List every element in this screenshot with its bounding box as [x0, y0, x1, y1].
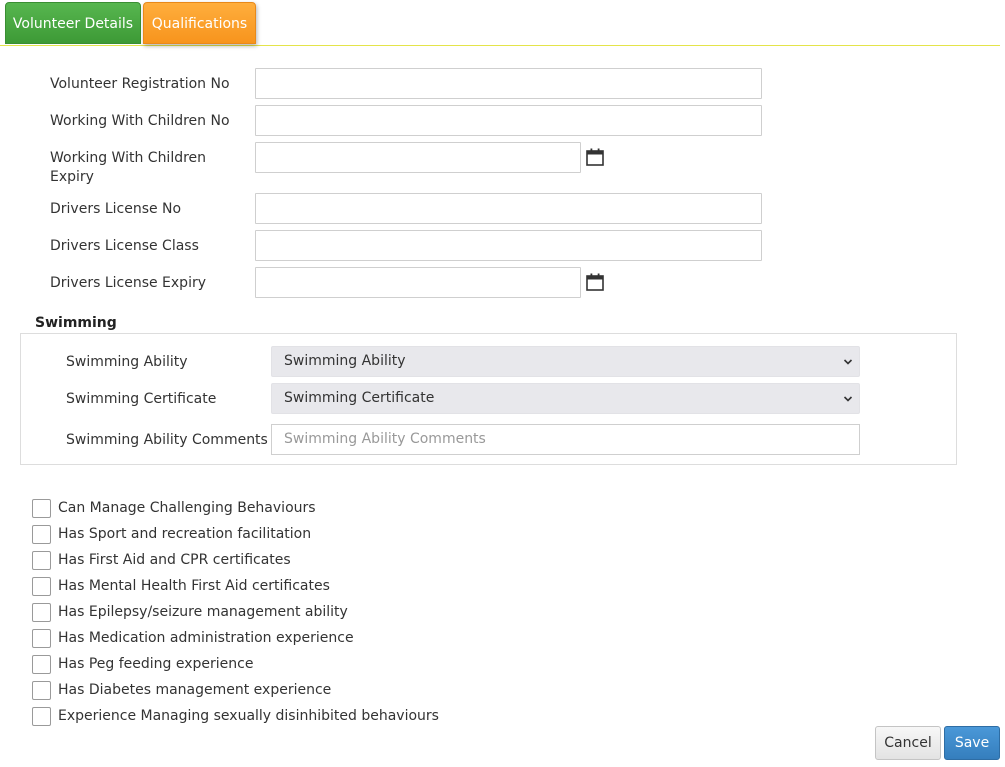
checkbox[interactable]	[32, 577, 51, 596]
save-button[interactable]: Save	[944, 726, 1000, 760]
calendar-icon[interactable]	[585, 147, 605, 167]
cancel-button[interactable]: Cancel	[875, 726, 941, 760]
checkbox-label: Has Diabetes management experience	[58, 682, 332, 698]
calendar-icon[interactable]	[585, 272, 605, 292]
wwc-expiry-input[interactable]	[255, 142, 581, 173]
checkbox[interactable]	[32, 681, 51, 700]
checkbox[interactable]	[32, 655, 51, 674]
checkbox-label: Has Medication administration experience	[58, 630, 354, 646]
checkbox-label: Has Mental Health First Aid certificates	[58, 578, 330, 594]
checkbox[interactable]	[32, 707, 51, 726]
checkbox-label: Has First Aid and CPR certificates	[58, 552, 291, 568]
swimming-section-title: Swimming	[35, 315, 117, 331]
checkbox[interactable]	[32, 499, 51, 518]
checkbox[interactable]	[32, 525, 51, 544]
license-expiry-input[interactable]	[255, 267, 581, 298]
license-no-label: Drivers License No	[50, 201, 182, 217]
wwc-expiry-label: Working With Children Expiry	[50, 150, 207, 185]
license-class-input[interactable]	[255, 230, 762, 261]
checkbox[interactable]	[32, 629, 51, 648]
chevron-down-icon	[843, 357, 853, 367]
tab-qualifications[interactable]: Qualifications	[143, 2, 256, 44]
checkbox-label: Has Sport and recreation facilitation	[58, 526, 312, 542]
checkbox-label: Has Peg feeding experience	[58, 656, 254, 672]
tab-volunteer-details[interactable]: Volunteer Details	[5, 2, 141, 44]
license-class-label: Drivers License Class	[50, 238, 199, 254]
registration-no-label: Volunteer Registration No	[50, 76, 230, 92]
wwc-no-input[interactable]	[255, 105, 762, 136]
swimming-certificate-selected: Swimming Certificate	[284, 390, 435, 406]
checkbox-label: Experience Managing sexually disinhibited behaviours	[58, 708, 439, 724]
swimming-certificate-select[interactable]	[271, 383, 860, 414]
registration-no-input[interactable]	[255, 68, 762, 99]
swimming-ability-label: Swimming Ability	[66, 354, 188, 370]
checkbox-label: Has Epilepsy/seizure management ability	[58, 604, 348, 620]
tab-bar	[0, 0, 1000, 46]
swimming-ability-select[interactable]	[271, 346, 860, 377]
license-no-input[interactable]	[255, 193, 762, 224]
chevron-down-icon	[843, 394, 853, 404]
swimming-ability-selected: Swimming Ability	[284, 353, 406, 369]
checkbox[interactable]	[32, 603, 51, 622]
swimming-comments-input[interactable]: Swimming Ability Comments	[271, 424, 860, 455]
checkbox-label: Can Manage Challenging Behaviours	[58, 500, 316, 516]
checkbox[interactable]	[32, 551, 51, 570]
swimming-certificate-label: Swimming Certificate	[66, 391, 217, 407]
license-expiry-label: Drivers License Expiry	[50, 275, 207, 291]
wwc-no-label: Working With Children No	[50, 113, 230, 129]
swimming-comments-label: Swimming Ability Comments	[66, 432, 268, 448]
